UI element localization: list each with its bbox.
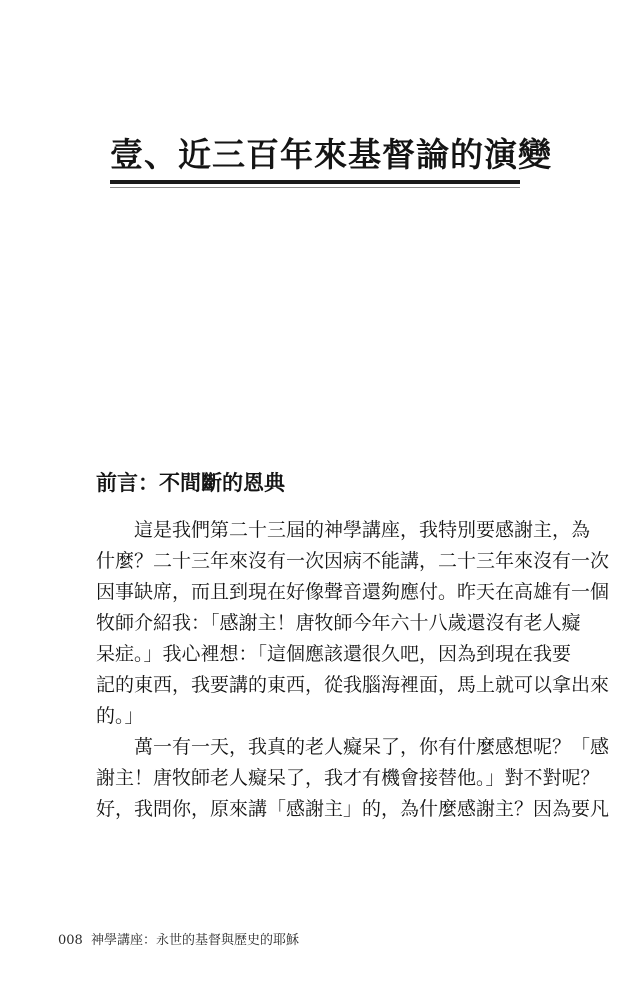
body-line: 牧師介紹我：「感謝主！唐牧師今年六十八歲還沒有老人癡 (96, 612, 581, 634)
body-line: 記的東西，我要講的東西，從我腦海裡面，馬上就可以拿出來 (96, 674, 610, 696)
section-heading: 前言：不間斷的恩典 (96, 470, 285, 495)
body-line: 呆症。」我心裡想：「這個應該還很久吧，因為到現在我要 (96, 643, 572, 665)
page-number: 008 (58, 933, 83, 948)
chapter-title: 壹、近三百年來基督論的演變 (110, 135, 552, 174)
body-line: 萬一有一天，我真的老人癡呆了，你有什麼感想呢？「感 (96, 736, 610, 758)
body-line: 謝主！唐牧師老人癡呆了，我才有機會接替他。」對不對呢？ (96, 767, 600, 789)
body-line: 這是我們第二十三屆的神學講座，我特別要感謝主，為 (96, 519, 591, 541)
title-underline-thick (110, 180, 520, 184)
body-line: 因事缺席，而且到現在好像聲音還夠應付。昨天在高雄有一個 (96, 581, 610, 603)
page-footer (58, 932, 303, 950)
title-underline-thin (110, 187, 520, 188)
body-line: 什麼？二十三年來沒有一次因病不能講，二十三年來沒有一次 (96, 550, 610, 572)
body-text (96, 515, 610, 825)
body-line: 好，我問你，原來講「感謝主」的，為什麼感謝主？因為要凡 (96, 798, 610, 820)
running-book-title: 神學講座：永世的基督與歷史的耶穌 (90, 933, 299, 948)
body-line: 的。」 (96, 705, 144, 727)
